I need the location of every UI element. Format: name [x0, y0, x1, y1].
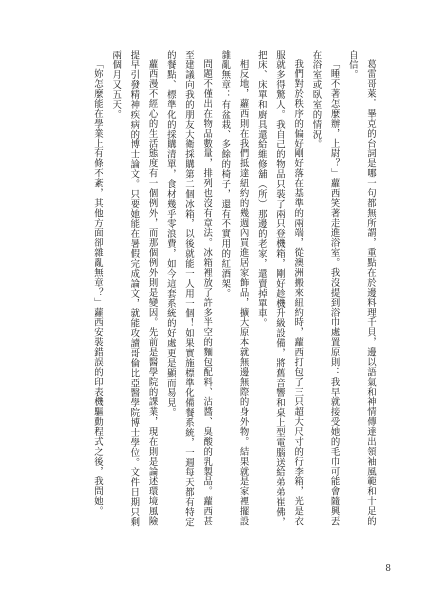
paragraph: 葛雷哥萊．畢克的台詞是哪一句都無所謂，重點在於邊料理千貝，邊以語氣和神情傳達出領袖風範和十足的自信。: [346, 50, 376, 527]
paragraph: 蘿西漫不經心的生活態度有一個例外，而那個例外則是變因。先前是醫學院的課業，現在則是論述環境風險提早引發精神疾病的博士論文。只要她能在暑假完成論文，就能攻讀哥倫比亞醫學院博士學位。文件日期只剩兩個月又五天。: [110, 50, 158, 528]
paragraph: 「睡不著怎麼辦，上尉？」蘿西笑著走進浴室。我沒提到浴巾處置原則：我早就接受她的毛巾可能會隨興丟在浴室或臥室的情況。: [310, 50, 340, 527]
paragraph: 問題不僅出在物品數量，排列也沒有章法。冰箱裡放了許多半空的麵包配料、沾醬、臭酸的乳製品。蘿西甚至建議向我的朋友大衛採購第二個冰箱，以後就能一人用一個！如果實施標準化備餐系統，一週每天都有特定的餐點、標準化的採購清單，食材幾乎零浪費，如今這套系統的好處更是顯而易見。: [164, 50, 213, 528]
page-number: 8: [385, 564, 391, 574]
paragraph: 我們對於秩序的偏好剛好落在基準的兩端，從澳洲搬來紐約時，蘿西打包了三只超大尺寸的行李箱，光是衣服就多得驚人。我自己的物品只裝了兩只登機箱，剛好趁機升級設備，將舊音響和桌上型電腦送給弟弟崔佛，把床、床單和廚具還給維修舖（所）那邊的老家，還賣掉單車。: [255, 50, 304, 528]
paragraph: 「妳怎麼能在學業上有條不紊，其他方面卻雜亂無章？」蘿西安裝錯誤的印表機驅動程式之後，我問她。: [91, 59, 103, 517]
paragraph: 相反地，蘿西則在我們抵達紐約的幾週內買進居家飾品，擴大原本就無邊無際的身外物。結果就是家裡擺設雜亂無章：有盆栽、多餘的椅子，還有不實用的紅酒架。: [219, 50, 249, 527]
body-text: [41, 50, 379, 528]
